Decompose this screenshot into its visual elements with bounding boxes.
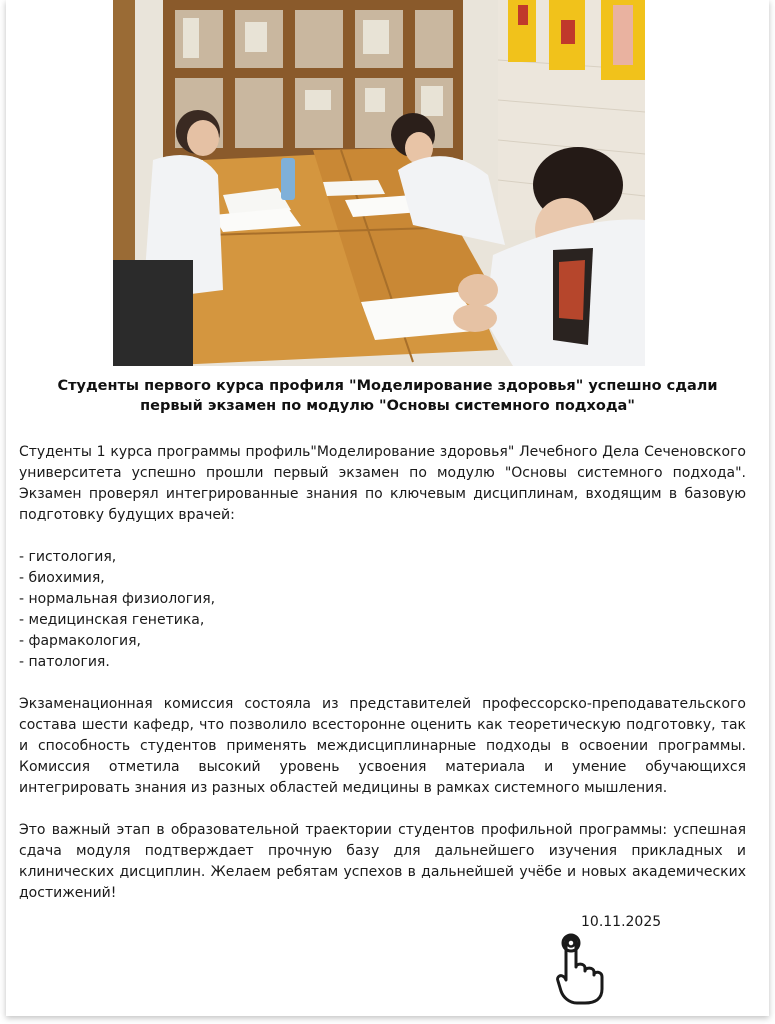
list-item: - медицинская генетика, bbox=[19, 612, 205, 628]
closing-paragraph: Это важный этап в образовательной траектории студентов профильной программы: успешная сдача модуля подтверждает прочную базу для дальнейшего изучения прикладных и клинических дисциплин. Желаем ребятам успехов в дальнейшей учёбе и новых академических достижений! bbox=[19, 822, 746, 901]
discipline-list bbox=[19, 547, 746, 673]
publication-date: 10.11.2025 bbox=[581, 914, 662, 930]
commission-paragraph: Экзаменационная комиссия состояла из представителей профессорско-преподавательского состава шести кафедр, что позволило всесторонне оценить как теоретическую подготовку, так и способность студентов применять междисциплинарные подходы в освоении программы. Комиссия отметила высокий уровень усвоения материала и умение обучающихся интегрировать знания из разных областей медицины в рамках системного мышления. bbox=[19, 696, 746, 796]
exam-photo bbox=[113, 0, 645, 366]
intro-paragraph: Студенты 1 курса программы профиль"Моделирование здоровья" Лечебного Дела Сеченовского университета успешно прошли первый экзамен по модулю "Основы системного подхода". Экзамен проверял интегрированные знания по ключевым дисциплинам, входящим в базовую подготовку будущих врачей: bbox=[19, 444, 746, 523]
exam-photo-illustration bbox=[113, 0, 645, 366]
article-body bbox=[19, 442, 746, 904]
list-item: - фармакология, bbox=[19, 633, 141, 649]
list-item: - биохимия, bbox=[19, 570, 105, 586]
list-item: - патология. bbox=[19, 654, 110, 670]
page-title: Студенты первого курса профиля "Моделирование здоровья" успешно сдали первый экзамен по модулю "Основы системного подхода" bbox=[57, 378, 718, 414]
list-item: - нормальная физиология, bbox=[19, 591, 216, 607]
pointing-hand-icon[interactable] bbox=[555, 933, 607, 1005]
list-item: - гистология, bbox=[19, 549, 117, 565]
